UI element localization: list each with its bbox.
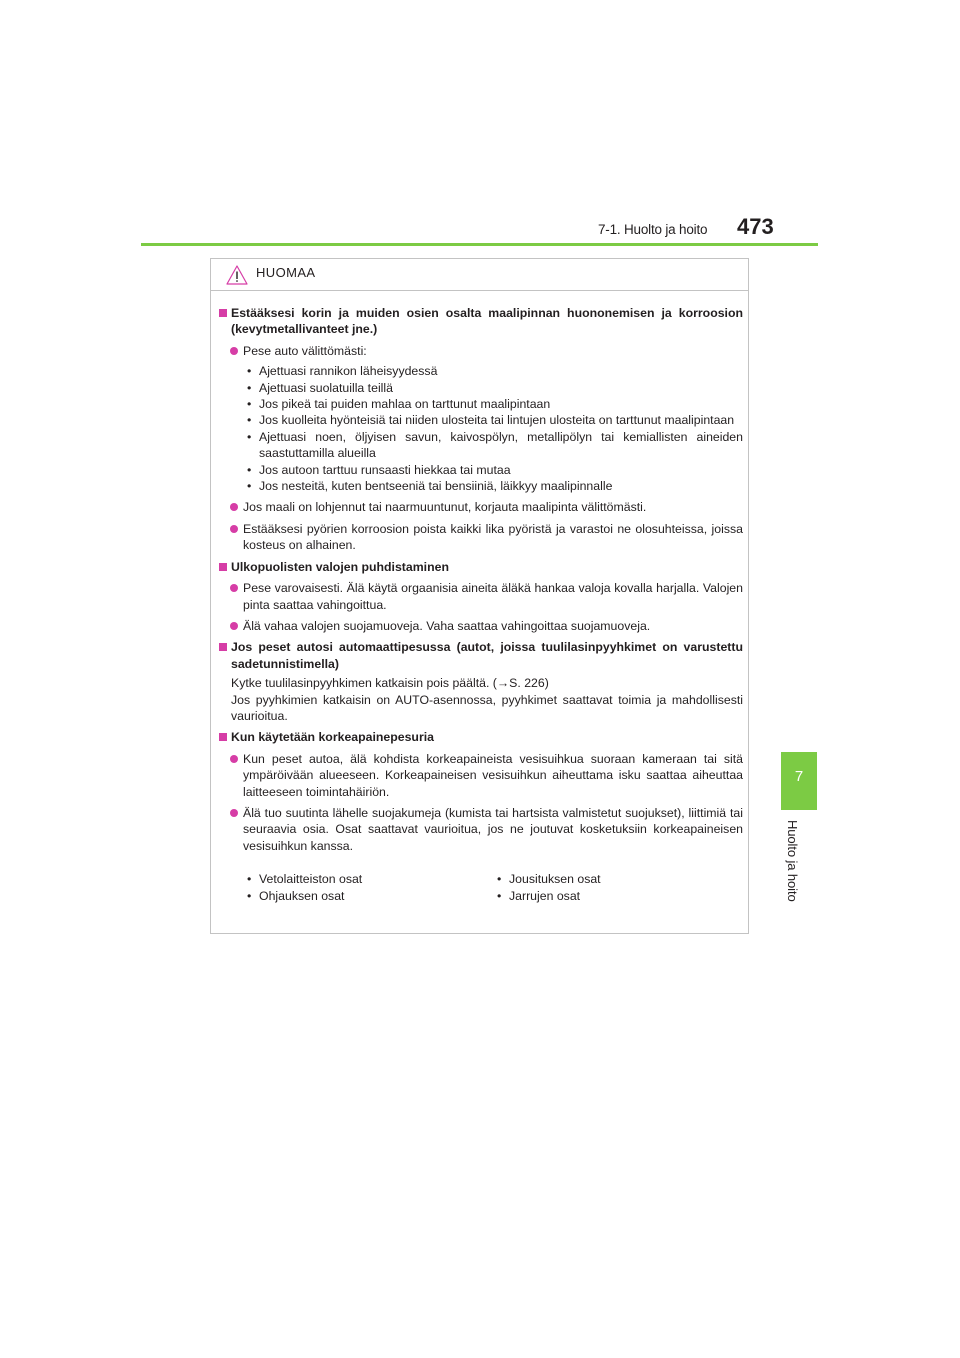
- bullet-dot: [230, 584, 238, 592]
- bullet-item: • Jos kuolleita hyönteisiä tai niiden ulosteita tai lintujen ulosteita on tarttunut maalipintaan: [247, 412, 743, 428]
- section-heading: Ulkopuolisten valojen puhdistaminen: [219, 559, 743, 575]
- parts-item: • Ohjauksen osat: [247, 888, 497, 904]
- caution-header: [211, 259, 748, 291]
- list-item: [219, 751, 743, 800]
- list-item: [219, 618, 743, 634]
- bullet-dot: [230, 755, 238, 763]
- warning-triangle-icon: [226, 265, 248, 285]
- section-heading: Estääksesi korin ja muiden osien osalta maalipinnan huononemisen ja korroosion (kevytmetallivanteet jne.): [219, 305, 743, 338]
- header-divider: [141, 243, 818, 246]
- page-number: 473: [737, 214, 774, 239]
- bullet-dot: [230, 622, 238, 630]
- parts-item: • Jarrujen osat: [497, 888, 747, 904]
- list-item: [219, 499, 743, 515]
- bullet-item: • Ajettuasi rannikon läheisyydessä: [247, 363, 743, 379]
- paragraph: Jos pyyhkimien katkaisin on AUTO-asennossa, pyyhkimet saattavat toimia ja mahdollisesti vaurioitua.: [231, 692, 743, 723]
- list-item: [219, 343, 743, 359]
- item-text: Jos maali on lohjennut tai naarmuuntunut, korjauta maalipinta välittömästi.: [243, 500, 647, 515]
- bullet-item: • Jos autoon tarttuu runsaasti hiekkaa tai mutaa: [247, 462, 743, 478]
- bullet-item: • Ajettuasi noen, öljyisen savun, kaivospölyn, metallipölyn tai kemiallisten aineiden saastuttamilla alueilla: [247, 429, 743, 462]
- bullet-list: [219, 363, 743, 494]
- bullet-item: • Ajettuasi suolatuilla teillä: [247, 380, 743, 396]
- bullet-dot: [230, 809, 238, 817]
- item-text: Kun peset autoa, älä kohdista korkeapaineista vesisuihkua suoraan kameraan tai sitä ympäröivään alueeseen. Korkeapaineisen vesisuihkun aiheuttama isku saattaa aiheuttaa laitteeseen toimintahäiriön.: [243, 751, 743, 799]
- bullet-item: • Jos pikeä tai puiden mahlaa on tarttunut maalipintaan: [247, 396, 743, 412]
- bullet-dot: [230, 525, 238, 533]
- paragraph: Kytke tuulilasinpyyhkimen katkaisin pois päältä. (→S. 226): [231, 676, 549, 691]
- parts-item: • Vetolaitteiston osat: [247, 871, 497, 887]
- item-text: Estääksesi pyörien korroosion poista kaikki lika pyöristä ja varastoi ne olosuhteissa, joissa kosteus on alhainen.: [243, 521, 743, 553]
- item-text: Pese varovaisesti. Älä käytä orgaanisia aineita äläkä hankaa valoja kovalla harjalla. Valojen pinta saattaa vahingoittua.: [243, 581, 743, 612]
- list-item: [219, 521, 743, 554]
- parts-item: • Jousituksen osat: [497, 871, 747, 887]
- bullet-dot: [230, 347, 238, 355]
- chapter-side-label: Huolto ja hoito: [785, 820, 800, 902]
- item-text: Älä tuo suutinta lähelle suojakumeja (kumista tai hartsista valmistetut suojukset), liittimiä tai seuraavia osia. Osat saattavat vaurioitua, jos ne joutuvat kosketuksiin korkeapaineisen vesisuihkun kanssa.: [243, 805, 743, 853]
- section-heading: Jos peset autosi automaattipesussa (autot, joissa tuulilasinpyyhkimet on varustettu sadetunnistimella): [219, 639, 743, 672]
- bullet-item: • Jos nesteitä, kuten bentseeniä tai bensiiniä, läikkyy maalipinnalle: [247, 478, 743, 494]
- caution-content: [219, 300, 743, 904]
- section-title: 7-1. Huolto ja hoito: [598, 222, 708, 237]
- item-text: Älä vahaa valojen suojamuoveja. Vaha saattaa vahingoittaa suojamuoveja.: [243, 618, 651, 633]
- list-item: [219, 805, 743, 854]
- caution-title: HUOMAA: [256, 265, 316, 280]
- bullet-dot: [230, 503, 238, 511]
- parts-list: [219, 871, 743, 904]
- item-text: Pese auto välittömästi:: [243, 343, 367, 358]
- caution-box: [210, 258, 749, 934]
- chapter-tab: 7: [781, 752, 817, 810]
- list-item: [219, 580, 743, 613]
- section-heading: Kun käytetään korkeapainepesuria: [219, 729, 743, 745]
